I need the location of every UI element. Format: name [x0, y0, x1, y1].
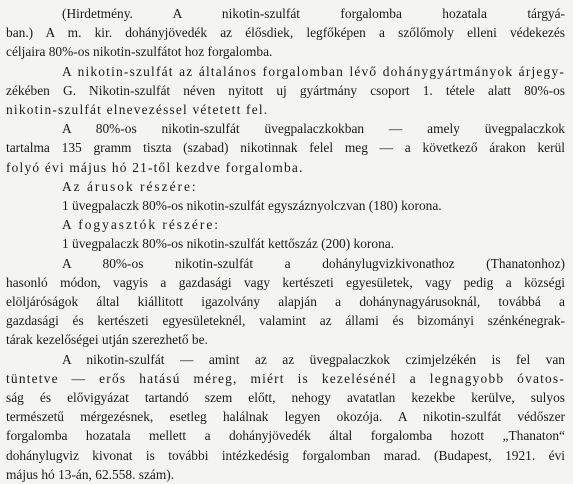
- text-line: zékében G. Nikotin-szulfát néven nyitott uj gyártmány csoport 1. tétele alatt 80%-os: [6, 82, 565, 98]
- price-line-consumers: 1 üvegpalaczk 80%-os nikotin-szulfát kettőszáz (200) korona.: [62, 236, 395, 252]
- text-line: (Hirdetmény. A nikotin-szulfát forgalomba hozatala tárgyá-: [62, 6, 565, 21]
- text-line: A nikotin-szulfát az általános forgalomban lévő dohánygyártmányok árjegy-: [62, 63, 565, 79]
- text-line: május hó 13-án, 62.558. szám).: [6, 466, 175, 482]
- text-line: A 80%-os nikotin-szulfát a dohánylugvizkivonathoz (Thanatonhoz): [62, 255, 565, 271]
- text-line: tüntetve — erős hatású méreg, miért is kezelésénél a legnagyobb óvatos-: [6, 370, 565, 386]
- text-line: dohánylugviz kivonat is további intézkedésig forgalomban marad. (Budapest, 1921. évi: [6, 447, 565, 463]
- text-line: hasonló módon, vagyis a gazdasági vagy kertészeti egyesületek, vagy pedig a községi: [6, 274, 565, 290]
- text-line: ság és elővigyázat tartandó szem előtt, nehogy avatatlan kezekbe kerülve, sulyos: [6, 390, 565, 406]
- text-line: folyó évi május hó 21-től kezdve forgalomba.: [6, 159, 304, 175]
- text-line: céljaira 80%-os nikotin-szulfátot hoz forgalomba.: [6, 44, 273, 60]
- text-line: ban.) A m. kir. dohányjövedék az élősdiek, legfőképen a szőlőmoly elleni védekezés: [6, 25, 565, 41]
- subheading-consumers: A fogyasztók részére:: [62, 217, 221, 233]
- price-line-sellers: 1 üvegpalaczk 80%-os nikotin-szulfát egyszáznyolczvan (180) korona.: [62, 198, 442, 214]
- text-line: A 80%-os nikotin-szulfát üvegpalaczkokban — amely üvegpalaczkok: [62, 121, 565, 137]
- text-line: A nikotin-szulfát — amint az az üvegpalaczkok czimjelzékén is fel van: [62, 351, 565, 367]
- text-line: természetű mérgezésnek, esetleg halálnak legyen okozója. A nikotin-szulfát védőszer: [6, 409, 565, 425]
- text-line: tárak kezelőségei utján szerezhető be.: [6, 332, 208, 348]
- text-line: forgalomba hozatala mellett a dohányjövedék által forgalomba hozott „Thanaton“: [6, 428, 565, 444]
- text-line: gazdasági és kertészeti egyesületeknél, valamint az állami és bizományi szénkénegrak-: [6, 313, 565, 329]
- text-line: nikotin-szulfát elnevezéssel vétetett fel.: [6, 102, 269, 118]
- subheading-sellers: Az árusok részére:: [62, 178, 198, 194]
- text-line: tartalma 135 gramm tiszta (szabad) nikotinnak felel meg — a következő árakon kerül: [6, 140, 565, 156]
- text-line: elöljáróságok által kiállitott igazolvány alapján a dohánynagyárusoknál, továbbá a: [6, 294, 565, 310]
